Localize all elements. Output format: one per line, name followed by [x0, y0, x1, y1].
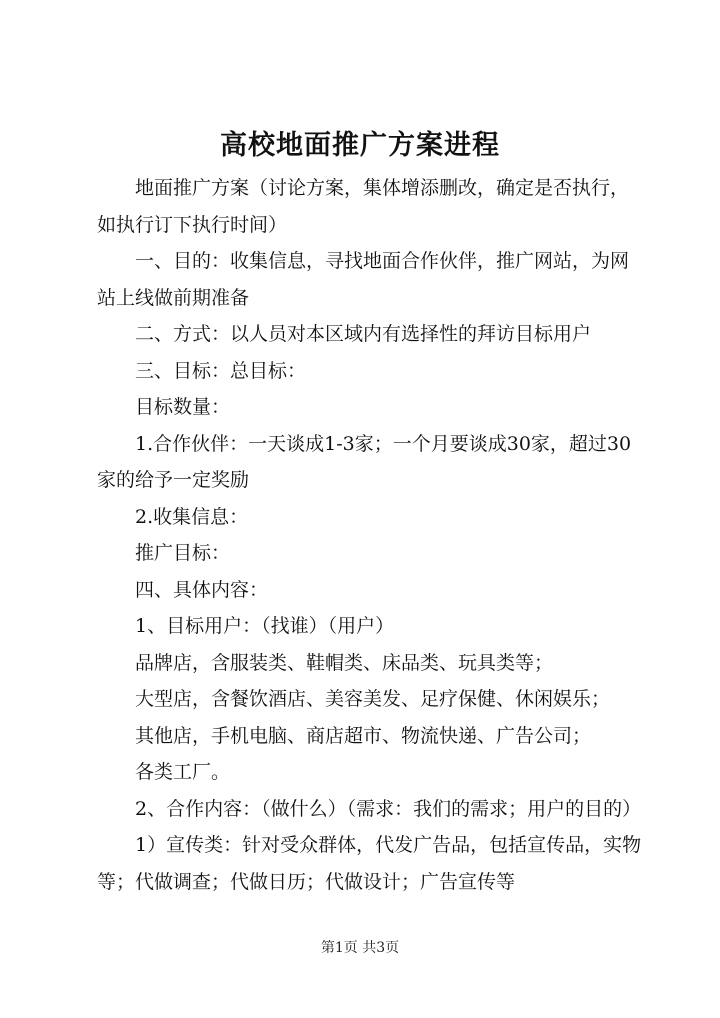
document-title: 高校地面推广方案进程 — [220, 130, 500, 161]
paragraph-factories: 各类工厂。 — [135, 761, 231, 783]
paragraph-other-stores: 其他店，手机电脑、商店超市、物流快递、广告公司； — [135, 724, 592, 747]
paragraph-target-users: 1、目标用户：（找谁）（用户） — [135, 615, 395, 637]
paragraph-brand-stores: 品牌店，含服装类、鞋帽类、床品类、玩具类等； — [135, 651, 554, 674]
paragraph-publicity: 1）宣传类：针对受众群体，代发广告品，包括宣传品，实物等；代做调查；代做日历；代做设计；广告宣传等 — [97, 834, 642, 893]
paragraph-cooperation-content: 2、合作内容：（做什么）（需求：我们的需求；用户的目的） — [135, 797, 642, 820]
paragraph-collect-info: 2.收集信息： — [135, 505, 249, 528]
document-body — [97, 170, 642, 900]
paragraph-purpose: 一、目的：收集信息，寻找地面合作伙伴，推广网站，为网站上线做前期准备 — [97, 250, 630, 309]
paragraph-goal: 三、目标：总目标： — [135, 359, 307, 382]
paragraph-method: 二、方式：以人员对本区域内有选择性的拜访目标用户 — [135, 323, 592, 345]
page-footer: 第1页 共3页 — [320, 940, 400, 956]
paragraph-large-stores: 大型店，含餐饮酒店、美容美发、足疗保健、休闲娱乐； — [135, 688, 611, 710]
paragraph-specific-content: 四、具体内容： — [135, 578, 269, 601]
paragraph-promotion-target: 推广目标： — [135, 542, 231, 564]
paragraph-intro: 地面推广方案（讨论方案，集体增添删改，确定是否执行，如执行订下执行时间） — [97, 177, 630, 236]
paragraph-partners: 1.合作伙伴：一天谈成1-3家；一个月要谈成30家，超过30家的给予一定奖励 — [97, 432, 632, 491]
paragraph-goal-quantity: 目标数量： — [135, 396, 231, 418]
